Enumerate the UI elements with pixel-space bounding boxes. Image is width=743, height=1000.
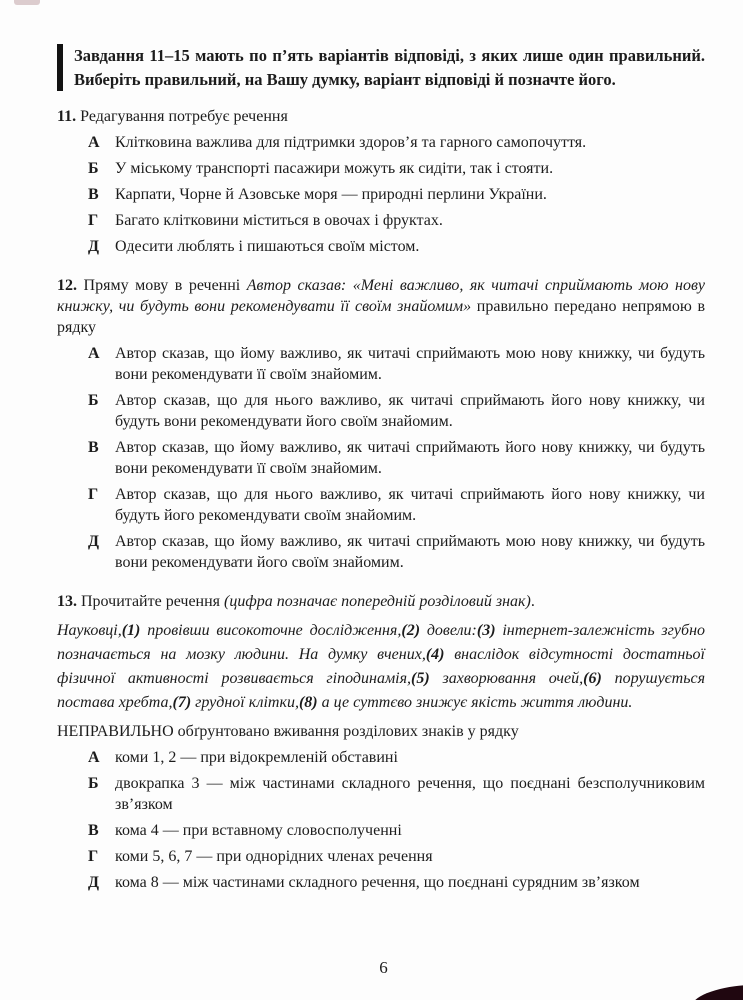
option-13-a [57,747,705,768]
option-12-a [57,343,705,385]
option-letter: Г [88,848,99,865]
option-11-b [57,158,705,179]
option-text: кома 4 — при вставному словосполученні [115,822,402,839]
option-letter: Б [88,392,99,409]
option-12-h [57,484,705,526]
option-text: Автор сказав, що йому важливо, як читачі сприймають мою нову книжку, чи будуть вони рекомендувати її своїм знайомим. [115,345,705,383]
question-13 [57,591,705,893]
option-text: коми 1, 2 — при відокремленій обставині [115,749,398,766]
question-13-options [57,747,705,893]
option-13-b [57,773,705,815]
option-letter: Г [88,212,99,229]
question-11-number: 11. [57,108,77,125]
option-text: двокрапка 3 — між частинами складного речення, що поєднані безсполучниковим зв’язком [115,775,705,813]
option-text: Карпати, Чорне й Азовське моря — природні перлини України. [115,186,547,203]
option-11-d [57,236,705,257]
option-12-b [57,390,705,432]
option-text: Клітковина важлива для підтримки здоров’я та гарного самопочуття. [115,134,587,151]
question-13-stem-text: Прочитайте речення (цифра позначає попередній розділовий знак). [81,593,535,610]
option-letter: Д [88,874,100,891]
option-text: Автор сказав, що йому важливо, як читачі сприймають його нову книжку, чи будуть вони рекомендувати її своїм знайомим. [115,439,705,477]
option-letter: А [88,134,100,151]
page-number: 6 [379,958,388,977]
scan-artifact-bottom-right [690,985,743,1000]
question-12 [57,275,705,573]
option-letter: А [88,345,100,362]
question-11-stem [57,106,705,127]
option-text: Автор сказав, що для нього важливо, як читачі сприймають його нову книжку, чи будуть вони рекомендувати його своїм знайомим. [115,392,705,430]
option-text: Автор сказав, що йому важливо, як читачі сприймають мою нову книжку, чи будуть вони рекомендувати його своїм знайомим. [115,533,705,571]
option-text: Одесити люблять і пишаються своїм містом. [115,238,420,255]
option-letter: В [88,822,99,839]
scan-artifact-top-left [14,0,40,5]
option-text: Автор сказав, що для нього важливо, як читачі сприймають його нову книжку, чи будуть його рекомендувати своїм знайомим. [115,486,705,524]
option-letter: А [88,749,100,766]
option-11-h [57,210,705,231]
option-11-a [57,132,705,153]
option-letter: Д [88,238,100,255]
question-13-number: 13. [57,593,77,610]
question-11-stem-text: Редагування потребує речення [80,108,288,125]
option-text: коми 5, 6, 7 — при однорідних членах речення [115,848,433,865]
question-11-options [57,132,705,257]
option-letter: Д [88,533,100,550]
instruction-block [57,44,705,91]
option-letter: Г [88,486,99,503]
option-12-v [57,437,705,479]
question-12-stem-text: Пряму мову в реченні Автор сказав: «Мені важливо, як читачі сприймають мою нову книжку, чи будуть вони рекомендувати її своїм знайомим» правильно передано непрямою в рядку [57,277,706,336]
option-13-d [57,872,705,893]
option-12-d [57,531,705,573]
question-12-options [57,343,705,573]
option-text: Багато клітковини міститься в овочах і фруктах. [115,212,443,229]
option-text: У міському транспорті пасажири можуть як сидіти, так і стояти. [115,160,554,177]
instruction-text: Завдання 11–15 мають по п’ять варіантів відповіді, з яких лише один правильний. Виберіть правильний, на Вашу думку, варіант відповіді й позначте його. [74,46,705,89]
option-letter: В [88,186,99,203]
instruction-bar [57,44,63,91]
option-letter: Б [88,160,99,177]
question-11 [57,106,705,257]
option-text: кома 8 — між частинами складного речення, що поєднані сурядним зв’язком [115,874,640,891]
question-13-prompt: НЕПРАВИЛЬНО обґрунтовано вживання розділових знаків у рядку [57,723,519,740]
option-11-v [57,184,705,205]
option-letter: В [88,439,99,456]
question-13-stem [57,591,705,612]
option-13-h [57,846,705,867]
question-12-number: 12. [57,277,77,294]
question-12-stem [57,275,705,338]
option-13-v [57,820,705,841]
option-letter: Б [88,775,99,792]
question-13-passage: Науковці,(1) провівши високоточне дослідження,(2) довели:(3) інтернет-залежність згубно позначається на мозку людини. На думку вчених,(4) внаслідок відсутності достатньої фізичної активності розвивається гіподинамія,(5) захворювання очей,(6) порушується постава хребта,(7) грудної клітки,(8) а це суттєво знижує якість життя людини. [57,622,706,711]
